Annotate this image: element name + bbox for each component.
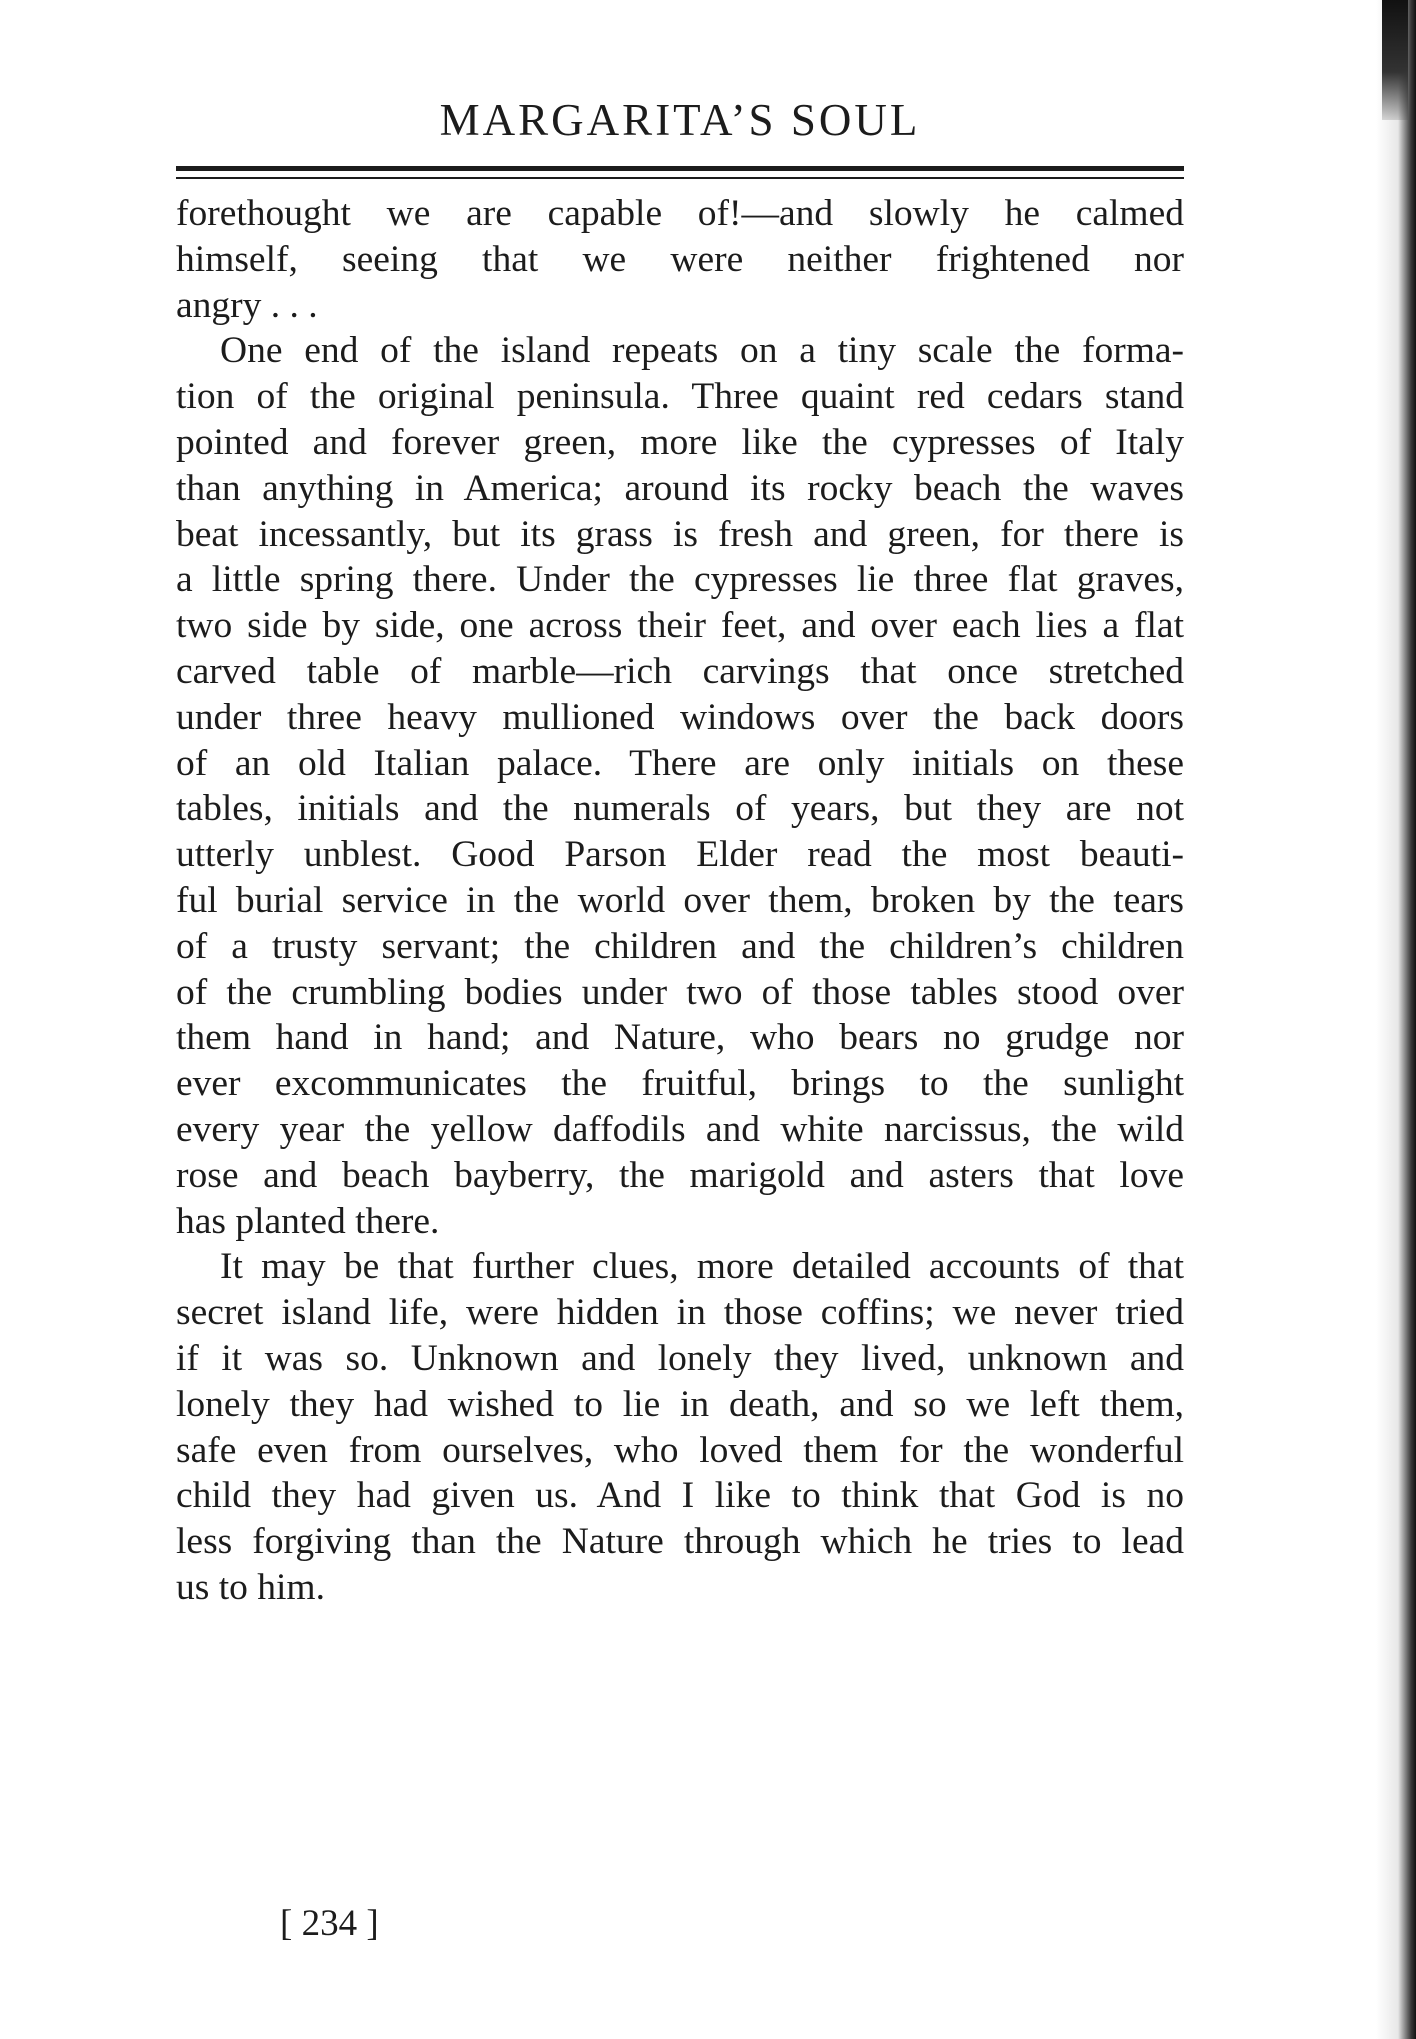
text-line: of an old Italian palace. There are only initials on these [176, 742, 1184, 784]
text-line: less forgiving than the Nature through which he tries to lead [176, 1521, 1184, 1563]
text-line: pointed and forever green, more like the cypresses of Italy [176, 421, 1184, 463]
text-line: child they had given us. And I like to think that God is no [176, 1475, 1184, 1517]
text-line: beat incessantly, but its grass is fresh and green, for there is [176, 513, 1184, 555]
text-line: has planted there. [176, 1200, 440, 1242]
text-line: a little spring there. Under the cypresses lie three flat graves, [176, 559, 1184, 601]
page-number: [ 234 ] [280, 1903, 379, 1944]
text-line: utterly unblest. Good Parson Elder read the most beauti- [176, 834, 1184, 876]
text-line: than anything in America; around its rocky beach the waves [176, 467, 1184, 509]
text-line: It may be that further clues, more detailed accounts of that [220, 1246, 1184, 1288]
text-line: angry . . . [176, 284, 318, 326]
page-binding-edge [1376, 0, 1416, 2039]
text-line: if it was so. Unknown and lonely they lived, unknown and [176, 1337, 1184, 1379]
text-line: tables, initials and the numerals of years, but they are not [176, 788, 1184, 830]
text-line: every year the yellow daffodils and white narcissus, the wild [176, 1108, 1184, 1150]
text-line: safe even from ourselves, who loved them for the wonderful [176, 1429, 1184, 1471]
text-line: of the crumbling bodies under two of those tables stood over [176, 971, 1184, 1013]
page-binding-shadow [1382, 0, 1408, 120]
text-line: secret island life, were hidden in those coffins; we never tried [176, 1292, 1184, 1334]
text-line: them hand in hand; and Nature, who bears no grudge nor [176, 1017, 1184, 1059]
text-line: himself, seeing that we were neither frightened nor [176, 238, 1184, 280]
text-line: under three heavy mullioned windows over the back doors [176, 696, 1184, 738]
text-line: ful burial service in the world over them, broken by the tears [176, 879, 1184, 921]
text-line: of a trusty servant; the children and the children’s children [176, 925, 1184, 967]
text-line: tion of the original peninsula. Three quaint red cedars stand [176, 376, 1184, 418]
header-rule-thin [176, 177, 1184, 179]
text-line: two side by side, one across their feet, and over each lies a flat [176, 605, 1184, 647]
text-line: rose and beach bayberry, the marigold and asters that love [176, 1154, 1184, 1196]
body-text [176, 191, 1184, 1611]
text-line: One end of the island repeats on a tiny scale the forma- [220, 330, 1184, 372]
text-line: ever excommunicates the fruitful, brings to the sunlight [176, 1063, 1184, 1105]
running-header: MARGARITA’S SOUL [439, 95, 921, 145]
header-rule-thick [176, 166, 1184, 171]
text-line: us to him. [176, 1566, 325, 1608]
text-line: lonely they had wished to lie in death, and so we left them, [176, 1383, 1184, 1425]
text-line: carved table of marble—rich carvings that once stretched [176, 650, 1184, 692]
text-line: forethought we are capable of!—and slowly he calmed [176, 193, 1184, 234]
